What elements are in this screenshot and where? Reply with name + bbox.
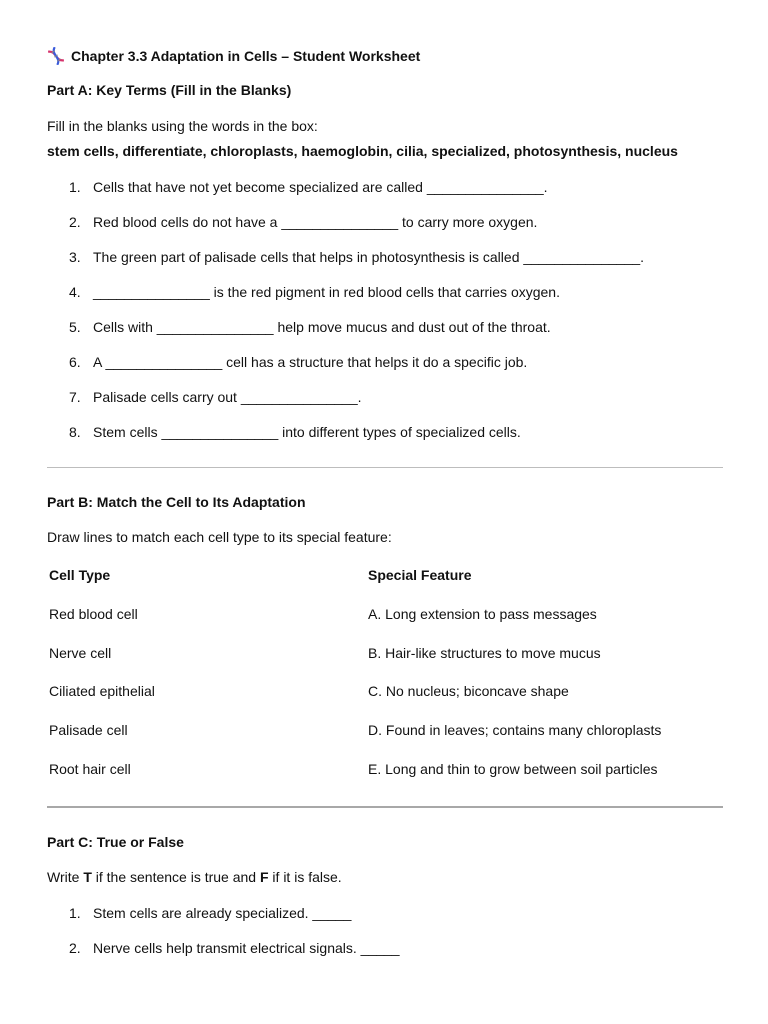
table-row bbox=[47, 606, 723, 645]
section-divider bbox=[47, 467, 723, 468]
section-divider bbox=[47, 806, 723, 808]
fill-blank-question[interactable]: A _______________ cell has a structure that helps it do a specific job. bbox=[93, 354, 528, 370]
cell-type[interactable]: Red blood cell bbox=[49, 605, 138, 622]
list-item: 3. The green part of palisade cells that helps in photosynthesis is called _______________. bbox=[69, 249, 645, 265]
part-a-heading: Part A: Key Terms (Fill in the Blanks) bbox=[47, 82, 292, 98]
fill-blank-question[interactable]: _______________ is the red pigment in red blood cells that carries oxygen. bbox=[93, 284, 560, 300]
true-false-question[interactable]: Nerve cells help transmit electrical signals. _____ bbox=[93, 940, 400, 956]
dna-icon bbox=[47, 47, 65, 65]
cell-type[interactable]: Ciliated epithelial bbox=[49, 683, 155, 700]
list-item: 1. Cells that have not yet become specialized are called _______________. bbox=[69, 179, 548, 195]
list-item: 4. _______________ is the red pigment in red blood cells that carries oxygen. bbox=[69, 284, 560, 300]
list-item: 7. Palisade cells carry out _______________. bbox=[69, 389, 362, 405]
special-feature[interactable]: E. Long and thin to grow between soil particles bbox=[368, 760, 658, 777]
part-b-heading: Part B: Match the Cell to Its Adaptation bbox=[47, 494, 306, 510]
special-feature[interactable]: D. Found in leaves; contains many chloroplasts bbox=[368, 722, 662, 739]
list-item: 1. Stem cells are already specialized. _____ bbox=[69, 905, 352, 921]
part-c-heading: Part C: True or False bbox=[47, 834, 184, 850]
special-feature[interactable]: A. Long extension to pass messages bbox=[368, 605, 597, 622]
fill-blank-question[interactable]: Stem cells _______________ into different types of specialized cells. bbox=[93, 424, 521, 440]
word-box: stem cells, differentiate, chloroplasts, haemoglobin, cilia, specialized, photosynthesis, nucleus bbox=[47, 143, 678, 159]
cell-type[interactable]: Nerve cell bbox=[49, 644, 112, 661]
cell-type[interactable]: Root hair cell bbox=[49, 760, 131, 777]
fill-blank-question[interactable]: Cells that have not yet become specialized are called _______________. bbox=[93, 179, 548, 195]
worksheet-title bbox=[47, 47, 420, 65]
part-c-instruction: Write T if the sentence is true and F if it is false. bbox=[47, 869, 342, 885]
part-b-instruction: Draw lines to match each cell type to its special feature: bbox=[47, 529, 392, 545]
special-feature[interactable]: B. Hair-like structures to move mucus bbox=[368, 644, 601, 661]
cell-type[interactable]: Palisade cell bbox=[49, 722, 128, 739]
list-item: 5. Cells with _______________ help move mucus and dust out of the throat. bbox=[69, 319, 551, 335]
match-table-header bbox=[47, 567, 723, 606]
table-row bbox=[47, 722, 723, 761]
fill-blank-question[interactable]: Palisade cells carry out _______________. bbox=[93, 389, 362, 405]
list-item: 8. Stem cells _______________ into different types of specialized cells. bbox=[69, 424, 521, 440]
fill-blank-question[interactable]: Red blood cells do not have a _______________ to carry more oxygen. bbox=[93, 214, 538, 230]
table-row bbox=[47, 645, 723, 684]
fill-blank-question[interactable]: The green part of palisade cells that helps in photosynthesis is called _______________. bbox=[93, 249, 645, 265]
column-header-cell-type: Cell Type bbox=[49, 567, 111, 583]
special-feature[interactable]: C. No nucleus; biconcave shape bbox=[368, 683, 569, 700]
column-header-special-feature: Special Feature bbox=[368, 567, 472, 583]
match-table bbox=[47, 567, 723, 800]
table-row bbox=[47, 761, 723, 800]
list-item: 6. A _______________ cell has a structure that helps it do a specific job. bbox=[69, 354, 528, 370]
part-a-list bbox=[47, 178, 723, 458]
true-false-question[interactable]: Stem cells are already specialized. _____ bbox=[93, 905, 352, 921]
table-row bbox=[47, 683, 723, 722]
list-item: 2. Red blood cells do not have a _______________ to carry more oxygen. bbox=[69, 214, 538, 230]
part-c-list bbox=[47, 904, 723, 974]
list-item: 2. Nerve cells help transmit electrical signals. _____ bbox=[69, 940, 400, 956]
fill-blank-question[interactable]: Cells with _______________ help move mucus and dust out of the throat. bbox=[93, 319, 551, 335]
title-text: Chapter 3.3 Adaptation in Cells – Student Worksheet bbox=[71, 48, 421, 64]
part-a-instruction: Fill in the blanks using the words in the box: bbox=[47, 118, 318, 134]
